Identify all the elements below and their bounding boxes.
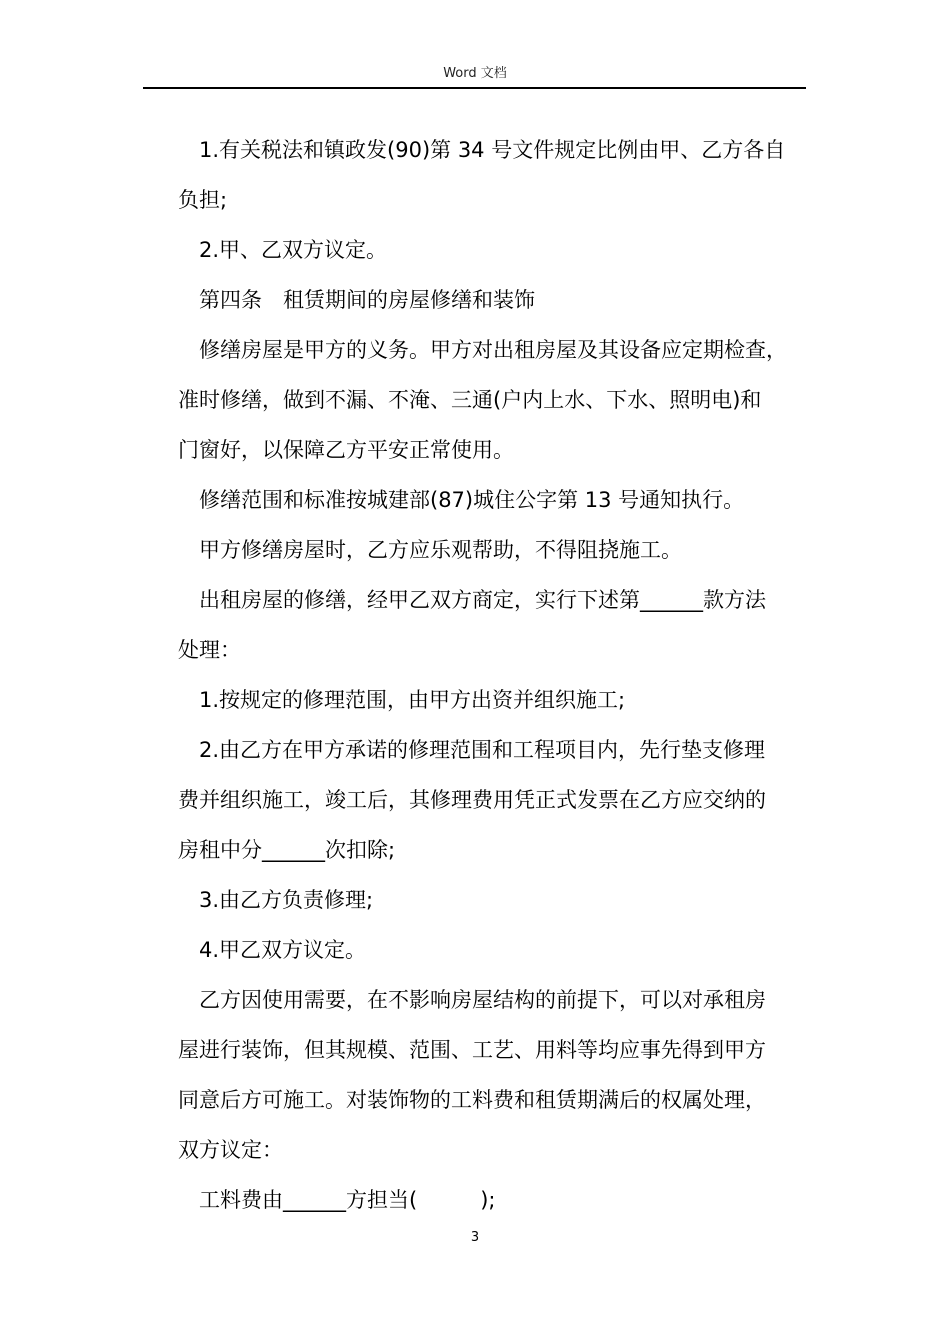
paragraph-line: 准时修缮，做到不漏、不淹、三通(户内上水、下水、照明电)和: [178, 388, 762, 412]
paragraph-line: 甲方修缮房屋时，乙方应乐观帮助，不得阻挠施工。: [199, 538, 682, 562]
page-header: Word 文档: [443, 66, 507, 81]
paragraph-line: 费并组织施工，竣工后，其修理费用凭正式发票在乙方应交纳的: [178, 788, 766, 812]
paragraph-line: 修缮范围和标准按城建部(87)城住公字第 13 号通知执行。: [199, 488, 745, 512]
paragraph-line: 乙方因使用需要，在不影响房屋结构的前提下，可以对承租房: [199, 988, 766, 1012]
document-body: [178, 125, 810, 1225]
paragraph-line: 负担;: [178, 188, 228, 212]
paragraph-line: 2.甲、乙双方议定。: [199, 238, 388, 262]
section-heading: 第四条 租赁期间的房屋修缮和装饰: [199, 288, 535, 312]
paragraph-line: 屋进行装饰，但其规模、范围、工艺、用料等均应事先得到甲方: [178, 1038, 766, 1062]
paragraph-line: 出租房屋的修缮，经甲乙双方商定，实行下述第______款方法: [199, 588, 766, 612]
paragraph-line: 工料费由______方担当( );: [199, 1188, 496, 1212]
paragraph-line: 1.按规定的修理范围，由甲方出资并组织施工;: [199, 688, 626, 712]
paragraph-line: 4.甲乙双方议定。: [199, 938, 367, 962]
paragraph-line: 处理：: [178, 638, 241, 662]
paragraph-line: 1.有关税法和镇政发(90)第 34 号文件规定比例由甲、乙方各自: [199, 138, 786, 162]
paragraph-line: 门窗好，以保障乙方平安正常使用。: [178, 438, 514, 462]
paragraph-line: 修缮房屋是甲方的义务。甲方对出租房屋及其设备应定期检查，: [199, 338, 787, 362]
paragraph-line: 房租中分______次扣除;: [178, 838, 396, 862]
paragraph-line: 2.由乙方在甲方承诺的修理范围和工程项目内，先行垫支修理: [199, 738, 766, 762]
paragraph-line: 双方议定：: [178, 1138, 283, 1162]
header-divider: [143, 87, 806, 89]
paragraph-line: 同意后方可施工。对装饰物的工料费和租赁期满后的权属处理，: [178, 1088, 766, 1112]
page-number: 3: [470, 1230, 480, 1245]
paragraph-line: 3.由乙方负责修理;: [199, 888, 374, 912]
